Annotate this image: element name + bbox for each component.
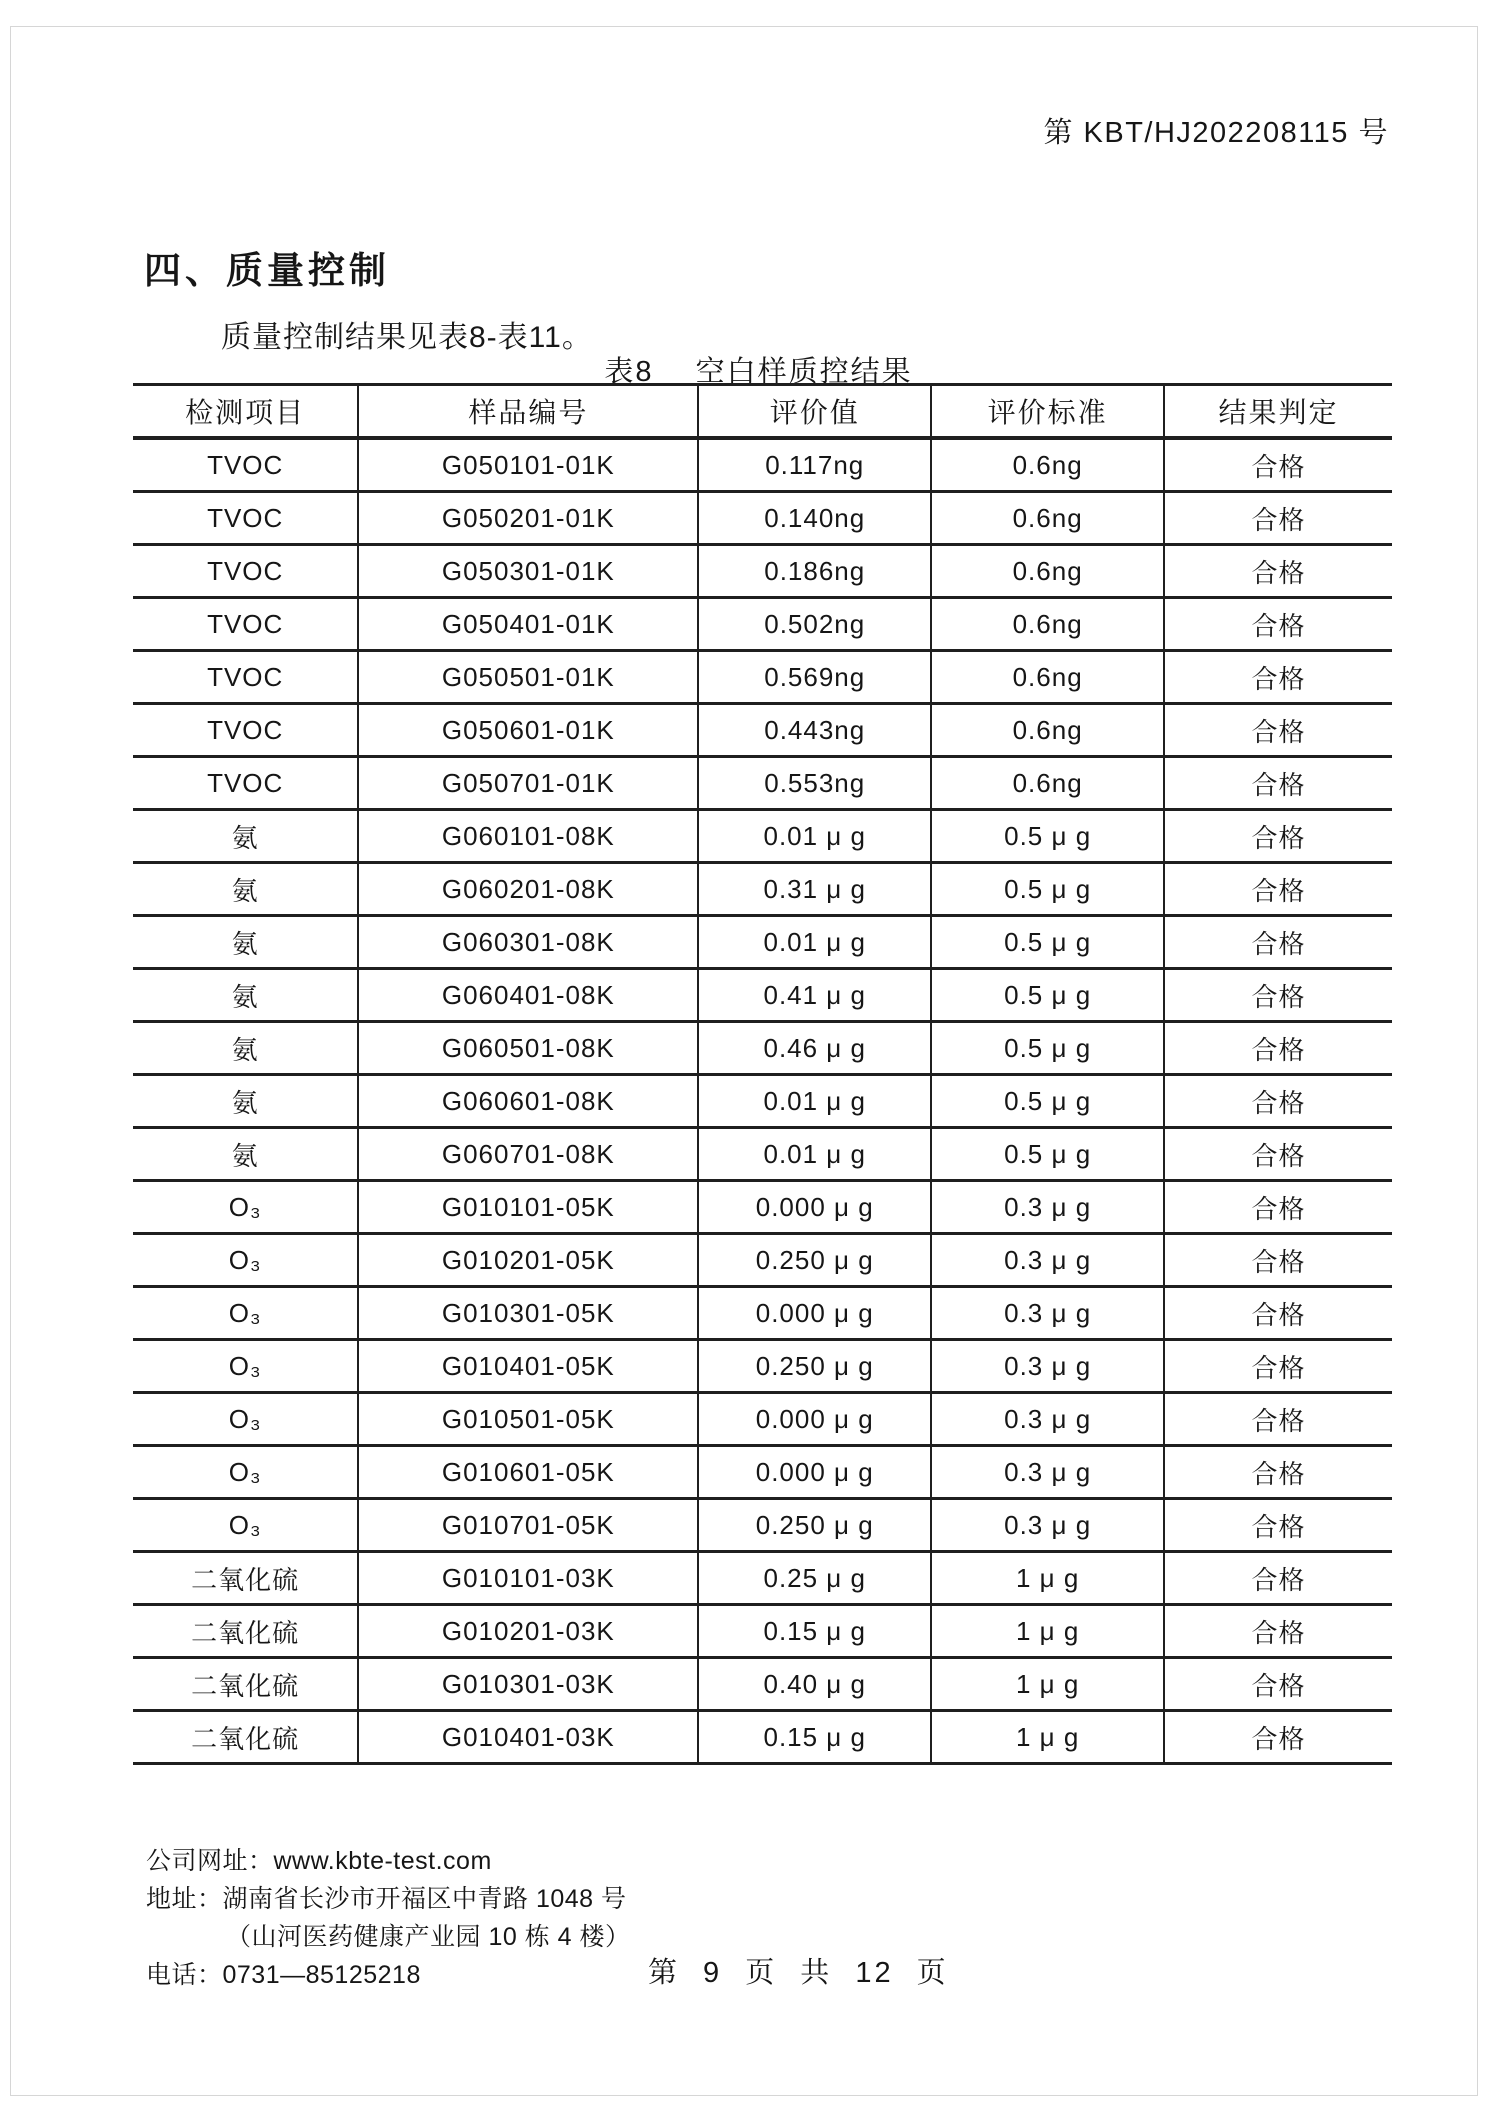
cell-result: 合格 — [1251, 981, 1306, 1012]
intro-text: 质量控制结果见表8-表11。 — [221, 321, 593, 354]
cell-result: 合格 — [1251, 557, 1306, 588]
cell-evaluation-value: 0.250 μ g — [698, 1499, 931, 1552]
table-row — [133, 492, 1392, 545]
cell-result: 合格 — [1251, 1458, 1306, 1489]
cell-evaluation-standard: 0.3 μ g — [931, 1340, 1164, 1393]
cell-evaluation-standard: 0.5 μ g — [931, 1075, 1164, 1128]
cell-item: 氨 — [133, 969, 358, 1022]
cell-sample-id: G050601-01K — [358, 704, 698, 757]
table-row — [133, 1234, 1392, 1287]
cell-evaluation-value: 0.000 μ g — [698, 1446, 931, 1499]
cell-evaluation-standard: 0.5 μ g — [931, 969, 1164, 1022]
section-title: 四、质量控制 — [144, 250, 390, 291]
footer-website-line: 公司网址：www.kbte-test.com — [146, 1847, 492, 1875]
cell-result: 合格 — [1251, 1511, 1306, 1542]
footer-contact-block — [146, 1842, 631, 1994]
cell-evaluation-standard: 0.5 μ g — [931, 863, 1164, 916]
cell-evaluation-value: 0.502ng — [698, 598, 931, 651]
cell-item: TVOC — [133, 492, 358, 545]
cell-evaluation-standard: 0.6ng — [931, 757, 1164, 810]
cell-evaluation-standard: 0.3 μ g — [931, 1181, 1164, 1234]
cell-evaluation-standard: 1 μ g — [931, 1552, 1164, 1605]
cell-item: TVOC — [133, 438, 358, 492]
cell-evaluation-standard: 0.5 μ g — [931, 1022, 1164, 1075]
cell-result: 合格 — [1251, 1193, 1306, 1224]
cell-evaluation-value: 0.01 μ g — [698, 1075, 931, 1128]
cell-evaluation-value: 0.000 μ g — [698, 1393, 931, 1446]
cell-sample-id: G050501-01K — [358, 651, 698, 704]
cell-result: 合格 — [1251, 1405, 1306, 1436]
cell-result: 合格 — [1251, 1352, 1306, 1383]
table-row — [133, 916, 1392, 969]
cell-evaluation-value: 0.01 μ g — [698, 810, 931, 863]
cell-evaluation-standard: 0.3 μ g — [931, 1287, 1164, 1340]
cell-result: 合格 — [1251, 1723, 1306, 1754]
cell-evaluation-value: 0.186ng — [698, 545, 931, 598]
cell-evaluation-value: 0.569ng — [698, 651, 931, 704]
page-indicator: 第 9 页 共 12 页 — [648, 1957, 949, 1989]
cell-evaluation-value: 0.01 μ g — [698, 916, 931, 969]
cell-item: 氨 — [133, 1128, 358, 1181]
cell-evaluation-value: 0.25 μ g — [698, 1552, 931, 1605]
cell-item: TVOC — [133, 598, 358, 651]
cell-evaluation-standard: 0.6ng — [931, 545, 1164, 598]
cell-result: 合格 — [1251, 1246, 1306, 1277]
table-row — [133, 1605, 1392, 1658]
cell-item: O₃ — [133, 1340, 358, 1393]
cell-item: O₃ — [133, 1234, 358, 1287]
table-row — [133, 1022, 1392, 1075]
cell-evaluation-value: 0.553ng — [698, 757, 931, 810]
cell-evaluation-value: 0.250 μ g — [698, 1234, 931, 1287]
table-row — [133, 1287, 1392, 1340]
table-row — [133, 1075, 1392, 1128]
cell-item: TVOC — [133, 651, 358, 704]
column-header-evaluation-standard: 评价标准 — [931, 385, 1164, 439]
cell-sample-id: G010201-03K — [358, 1605, 698, 1658]
table-row — [133, 863, 1392, 916]
cell-evaluation-value: 0.46 μ g — [698, 1022, 931, 1075]
cell-item: 氨 — [133, 916, 358, 969]
cell-result: 合格 — [1251, 1299, 1306, 1330]
cell-sample-id: G010401-03K — [358, 1711, 698, 1764]
table-row — [133, 1552, 1392, 1605]
footer-address-line: 地址：湖南省长沙市开福区中青路 1048 号 — [146, 1885, 627, 1913]
table-row — [133, 1499, 1392, 1552]
cell-result: 合格 — [1251, 875, 1306, 906]
cell-evaluation-standard: 0.5 μ g — [931, 916, 1164, 969]
doc-number: 第 KBT/HJ202208115 号 — [1043, 117, 1389, 149]
cell-result: 合格 — [1251, 1140, 1306, 1171]
column-header-sample-id: 样品编号 — [358, 385, 698, 439]
cell-evaluation-value: 0.000 μ g — [698, 1181, 931, 1234]
table-caption-label: 表8 — [604, 356, 654, 388]
cell-evaluation-standard: 0.3 μ g — [931, 1499, 1164, 1552]
cell-evaluation-value: 0.15 μ g — [698, 1711, 931, 1764]
cell-result: 合格 — [1251, 1564, 1306, 1595]
cell-evaluation-value: 0.140ng — [698, 492, 931, 545]
cell-sample-id: G060501-08K — [358, 1022, 698, 1075]
cell-item: O₃ — [133, 1287, 358, 1340]
cell-sample-id: G010701-05K — [358, 1499, 698, 1552]
cell-item: O₃ — [133, 1393, 358, 1446]
cell-result: 合格 — [1251, 1087, 1306, 1118]
cell-result: 合格 — [1251, 1670, 1306, 1701]
footer-address-line2: （山河医药健康产业园 10 栋 4 楼） — [226, 1923, 631, 1951]
cell-evaluation-standard: 1 μ g — [931, 1711, 1164, 1764]
table-row — [133, 545, 1392, 598]
cell-item: 二氧化硫 — [133, 1552, 358, 1605]
cell-sample-id: G060101-08K — [358, 810, 698, 863]
cell-sample-id: G010201-05K — [358, 1234, 698, 1287]
table-row — [133, 1446, 1392, 1499]
cell-sample-id: G010101-05K — [358, 1181, 698, 1234]
cell-item: TVOC — [133, 757, 358, 810]
cell-evaluation-value: 0.117ng — [698, 438, 931, 492]
cell-item: 氨 — [133, 810, 358, 863]
table-row — [133, 1393, 1392, 1446]
cell-sample-id: G010301-03K — [358, 1658, 698, 1711]
cell-evaluation-value: 0.443ng — [698, 704, 931, 757]
cell-sample-id: G060301-08K — [358, 916, 698, 969]
table-row — [133, 1128, 1392, 1181]
cell-evaluation-value: 0.000 μ g — [698, 1287, 931, 1340]
column-header-evaluation-value: 评价值 — [698, 385, 931, 439]
cell-evaluation-value: 0.31 μ g — [698, 863, 931, 916]
cell-evaluation-standard: 0.6ng — [931, 651, 1164, 704]
cell-evaluation-value: 0.15 μ g — [698, 1605, 931, 1658]
cell-evaluation-standard: 0.5 μ g — [931, 810, 1164, 863]
column-header-item: 检测项目 — [133, 385, 358, 439]
table-row — [133, 651, 1392, 704]
cell-sample-id: G010401-05K — [358, 1340, 698, 1393]
qc-results-table — [133, 383, 1392, 1765]
table-caption-title: 空白样质控结果 — [695, 356, 913, 388]
cell-sample-id: G050201-01K — [358, 492, 698, 545]
cell-item: TVOC — [133, 704, 358, 757]
cell-sample-id: G050301-01K — [358, 545, 698, 598]
cell-sample-id: G060701-08K — [358, 1128, 698, 1181]
table-row — [133, 1711, 1392, 1764]
table-row — [133, 810, 1392, 863]
cell-sample-id: G050701-01K — [358, 757, 698, 810]
cell-sample-id: G050401-01K — [358, 598, 698, 651]
cell-sample-id: G060401-08K — [358, 969, 698, 1022]
column-header-result: 结果判定 — [1218, 397, 1339, 428]
table-header-row — [133, 385, 1392, 439]
table-row — [133, 969, 1392, 1022]
cell-result: 合格 — [1251, 716, 1306, 747]
cell-sample-id: G010501-05K — [358, 1393, 698, 1446]
table-row — [133, 1340, 1392, 1393]
table-row — [133, 598, 1392, 651]
cell-evaluation-value: 0.40 μ g — [698, 1658, 931, 1711]
cell-result: 合格 — [1251, 1034, 1306, 1065]
cell-result: 合格 — [1251, 822, 1306, 853]
cell-result: 合格 — [1251, 451, 1306, 482]
cell-evaluation-value: 0.01 μ g — [698, 1128, 931, 1181]
cell-item: 氨 — [133, 1022, 358, 1075]
cell-evaluation-standard: 0.6ng — [931, 492, 1164, 545]
cell-result: 合格 — [1251, 928, 1306, 959]
table-row — [133, 438, 1392, 492]
cell-item: 氨 — [133, 1075, 358, 1128]
cell-evaluation-value: 0.250 μ g — [698, 1340, 931, 1393]
cell-item: 二氧化硫 — [133, 1658, 358, 1711]
footer-phone-line: 电话：0731—85125218 — [146, 1961, 421, 1989]
cell-sample-id: G010301-05K — [358, 1287, 698, 1340]
cell-sample-id: G010101-03K — [358, 1552, 698, 1605]
cell-evaluation-standard: 0.3 μ g — [931, 1446, 1164, 1499]
cell-evaluation-standard: 0.6ng — [931, 598, 1164, 651]
cell-evaluation-standard: 0.6ng — [931, 438, 1164, 492]
cell-evaluation-standard: 0.3 μ g — [931, 1234, 1164, 1287]
cell-item: 二氧化硫 — [133, 1605, 358, 1658]
cell-evaluation-value: 0.41 μ g — [698, 969, 931, 1022]
cell-evaluation-standard: 0.6ng — [931, 704, 1164, 757]
cell-sample-id: G010601-05K — [358, 1446, 698, 1499]
cell-sample-id: G060601-08K — [358, 1075, 698, 1128]
cell-item: 氨 — [133, 863, 358, 916]
cell-item: O₃ — [133, 1446, 358, 1499]
cell-result: 合格 — [1251, 769, 1306, 800]
cell-evaluation-standard: 1 μ g — [931, 1605, 1164, 1658]
cell-item: O₃ — [133, 1181, 358, 1234]
cell-evaluation-standard: 0.5 μ g — [931, 1128, 1164, 1181]
cell-evaluation-standard: 1 μ g — [931, 1658, 1164, 1711]
cell-evaluation-standard: 0.3 μ g — [931, 1393, 1164, 1446]
cell-result: 合格 — [1251, 663, 1306, 694]
cell-sample-id: G050101-01K — [358, 438, 698, 492]
cell-result: 合格 — [1251, 1617, 1306, 1648]
table-row — [133, 1181, 1392, 1234]
cell-item: TVOC — [133, 545, 358, 598]
table-row — [133, 757, 1392, 810]
table-row — [133, 704, 1392, 757]
cell-item: O₃ — [133, 1499, 358, 1552]
cell-item: 二氧化硫 — [133, 1711, 358, 1764]
cell-result: 合格 — [1251, 610, 1306, 641]
cell-result: 合格 — [1251, 504, 1306, 535]
cell-sample-id: G060201-08K — [358, 863, 698, 916]
table-row — [133, 1658, 1392, 1711]
